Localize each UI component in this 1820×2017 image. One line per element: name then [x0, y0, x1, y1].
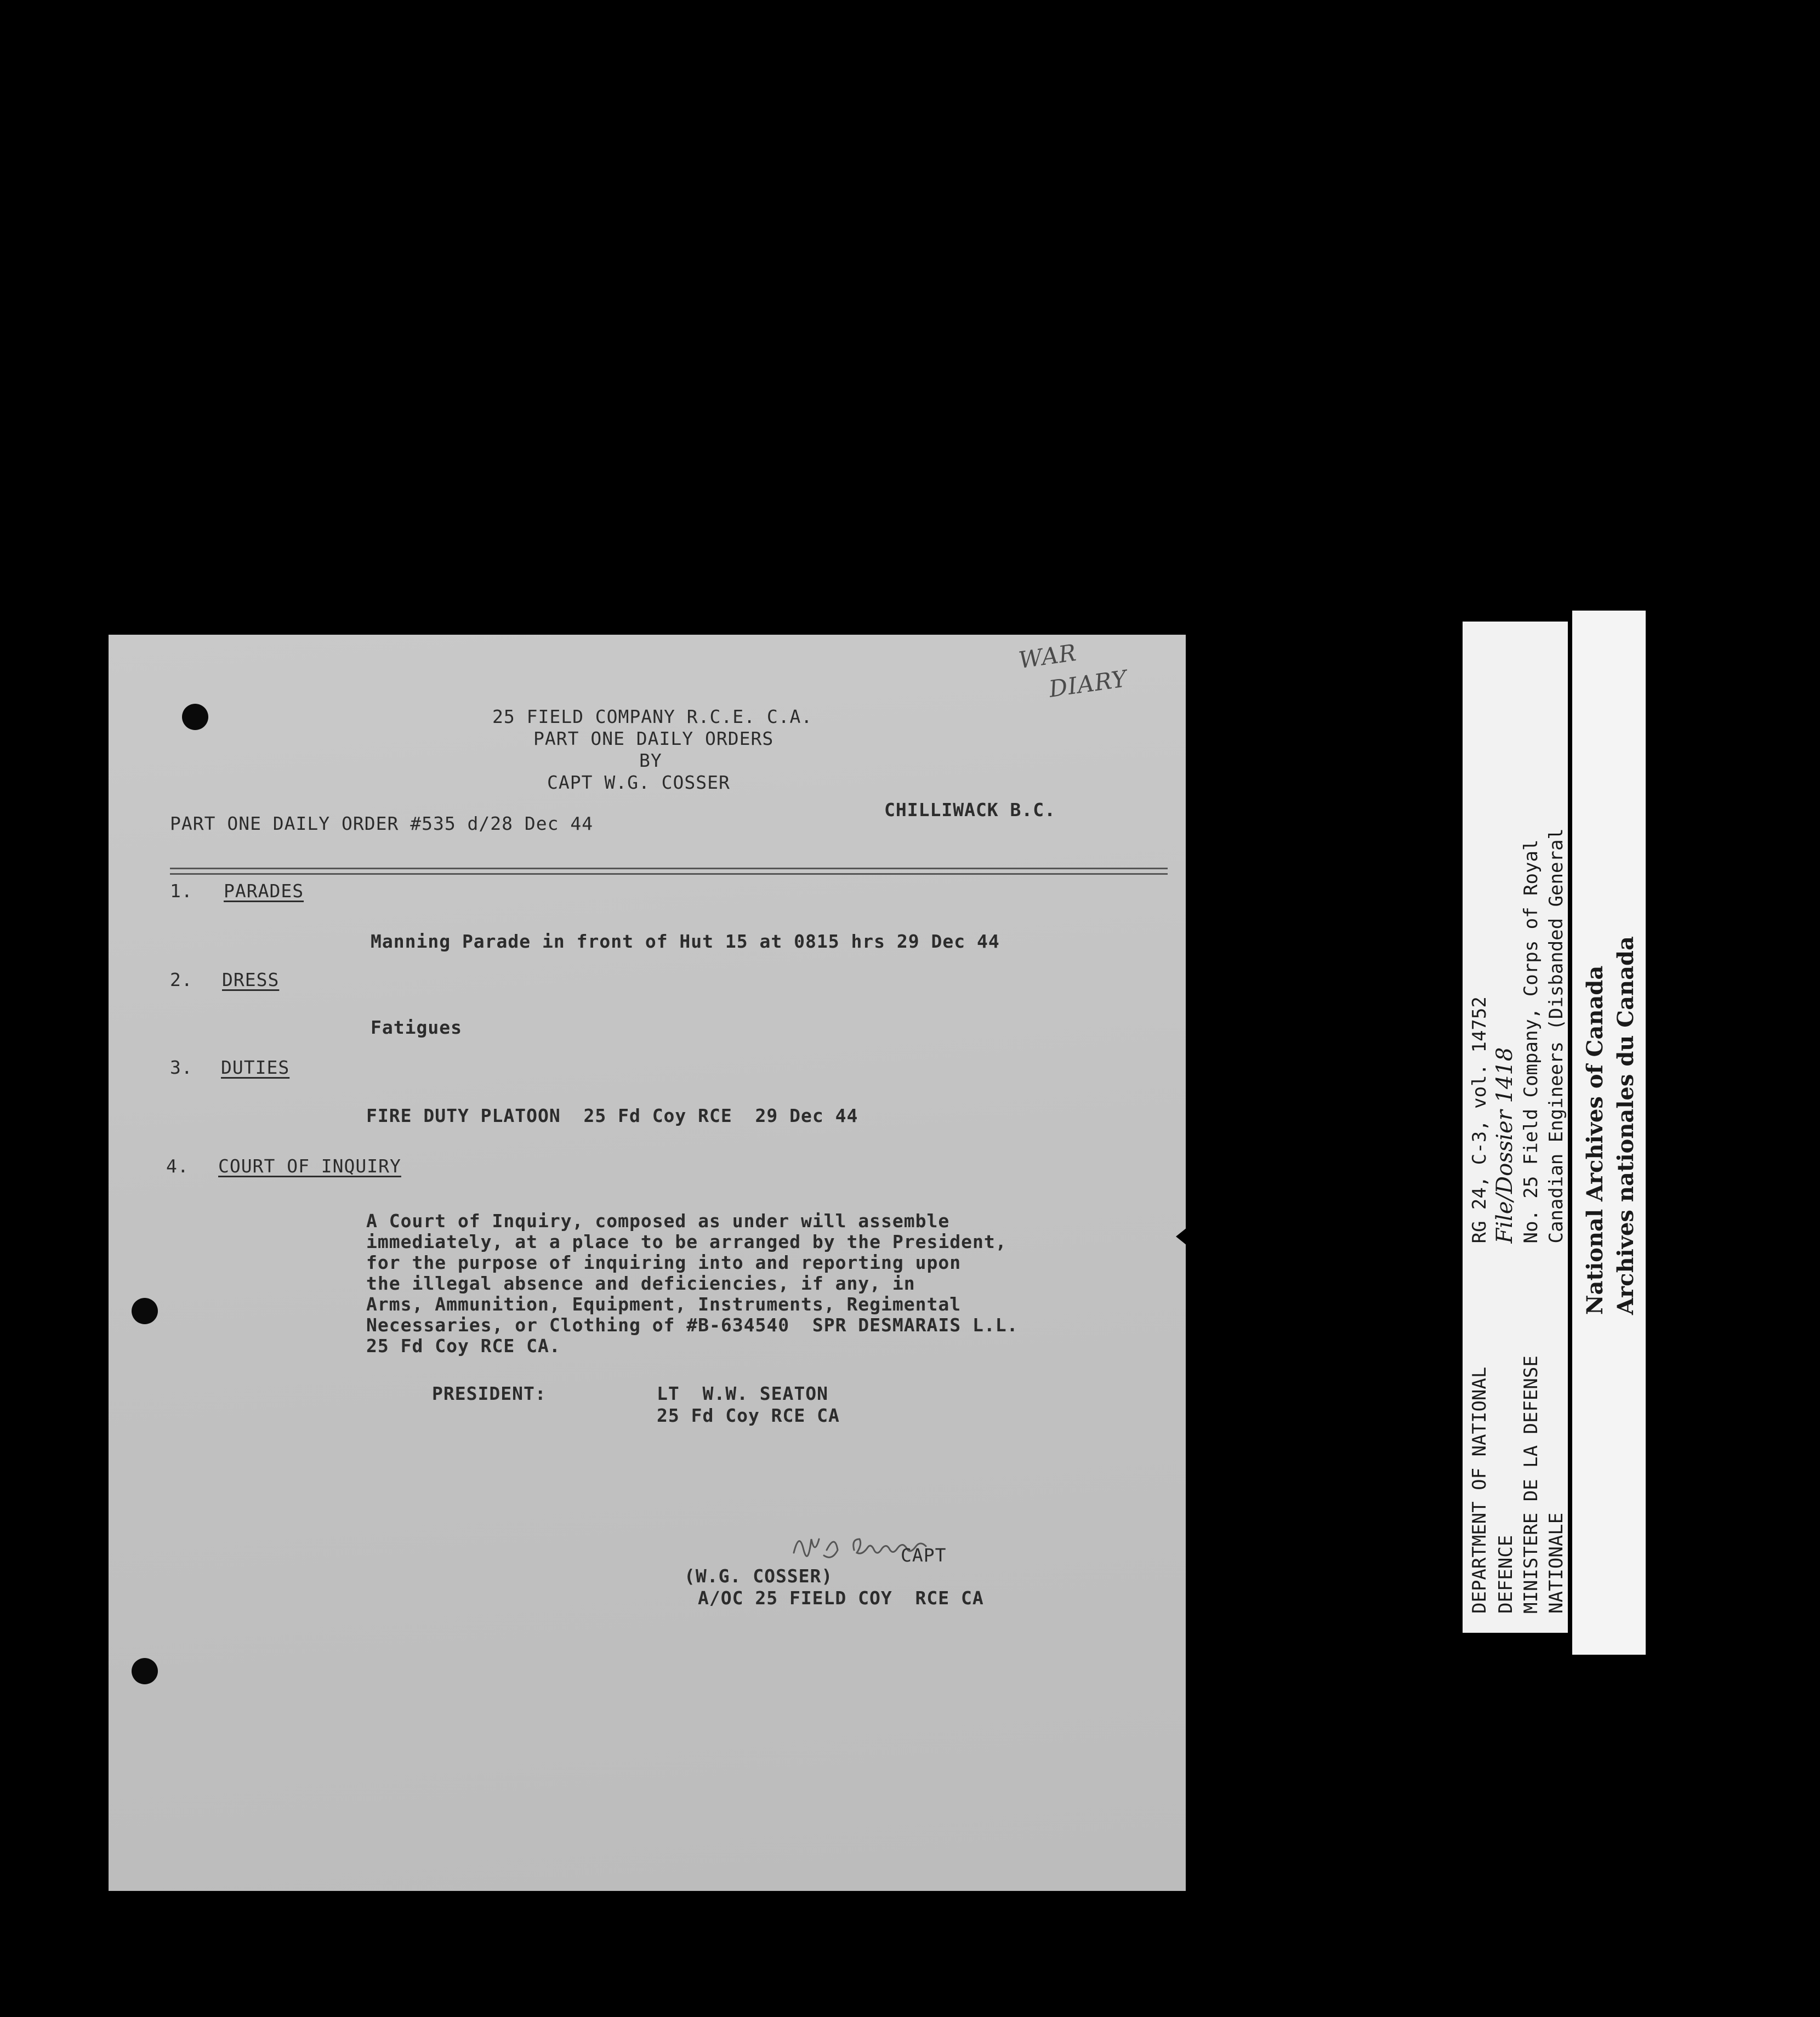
archive-line-1: DEPARTMENT OF NATIONAL RG 24, C-3, vol. 14752 — [1469, 996, 1491, 1614]
section-4-line-5: Arms, Ammunition, Equipment, Instruments, Regimental — [366, 1294, 962, 1315]
institution-fr: Archives nationales du Canada — [1613, 936, 1639, 1315]
section-4-line-2: immediately, at a place to be arranged by the President, — [366, 1231, 1007, 1252]
section-1-body: Manning Parade in front of Hut 15 at 0815 hrs 29 Dec 44 — [371, 931, 1000, 952]
handwritten-note-war: WAR — [1017, 639, 1078, 674]
section-4-line-6: Necessaries, or Clothing of #B-634540 SPR DESMARAIS L.L. — [366, 1314, 1019, 1336]
archive-line-4: NATIONALE Canadian Engineers (Disbanded General — [1545, 828, 1567, 1614]
document-page — [109, 635, 1186, 1891]
archive-line-2: DEFENCE — [1495, 1243, 1517, 1614]
section-3-title: DUTIES — [221, 1057, 290, 1078]
signature-title: A/OC 25 FIELD COY RCE CA — [698, 1587, 984, 1609]
president-label: PRESIDENT: — [432, 1383, 547, 1404]
archive-reference-label — [1463, 622, 1568, 1633]
file-dossier-handwritten: File/Dossier 1418 — [1492, 1047, 1517, 1244]
section-3-body: FIRE DUTY PLATOON 25 Fd Coy RCE 29 Dec 44 — [366, 1105, 858, 1126]
section-4-line-7: 25 Fd Coy RCE CA. — [366, 1335, 561, 1357]
section-4-line-3: for the purpose of inquiring into and reporting upon — [366, 1252, 962, 1273]
handwritten-note-diary: DIARY — [1047, 665, 1129, 703]
section-2-body: Fatigues — [371, 1017, 462, 1038]
order-reference: PART ONE DAILY ORDER #535 d/28 Dec 44 — [170, 813, 594, 834]
president-unit: 25 Fd Coy RCE CA — [657, 1405, 840, 1426]
header-line-3: BY — [639, 750, 662, 771]
section-3-number: 3. — [170, 1057, 193, 1078]
institution-en: National Archives of Canada — [1582, 965, 1608, 1315]
section-4-title: COURT OF INQUIRY — [218, 1155, 401, 1177]
section-4-line-1: A Court of Inquiry, composed as under will assemble — [366, 1210, 950, 1232]
punch-hole-bottom — [132, 1658, 158, 1684]
punch-hole-middle — [132, 1298, 158, 1324]
header-rule-2 — [170, 873, 1168, 875]
section-4-line-4: the illegal absence and deficiencies, if any, in — [366, 1273, 915, 1294]
location: CHILLIWACK B.C. — [884, 799, 1056, 821]
archive-line-3: MINISTERE DE LA DEFENSE No. 25 Field Company, Corps of Royal — [1520, 839, 1542, 1614]
header-line-2: PART ONE DAILY ORDERS — [533, 728, 774, 749]
institution-text — [1580, 936, 1641, 1315]
signature-rank: CAPT — [901, 1545, 947, 1566]
section-1-title: PARADES — [224, 880, 304, 902]
archive-label-text — [1467, 828, 1569, 1614]
header-line-1: 25 FIELD COMPANY R.C.E. C.A. — [492, 706, 813, 727]
header-rule-1 — [170, 868, 1168, 869]
section-2-number: 2. — [170, 969, 193, 990]
president-name: LT W.W. SEATON — [657, 1383, 829, 1404]
header-line-4: CAPT W.G. COSSER — [547, 772, 730, 793]
section-4-number: 4. — [166, 1155, 189, 1177]
page-edge-notch — [1176, 1228, 1187, 1245]
punch-hole-top — [182, 704, 208, 730]
section-1-number: 1. — [170, 880, 193, 902]
archives-institution-label — [1572, 611, 1646, 1655]
signature-name: (W.G. COSSER) — [684, 1565, 833, 1587]
section-2-title: DRESS — [222, 969, 280, 990]
